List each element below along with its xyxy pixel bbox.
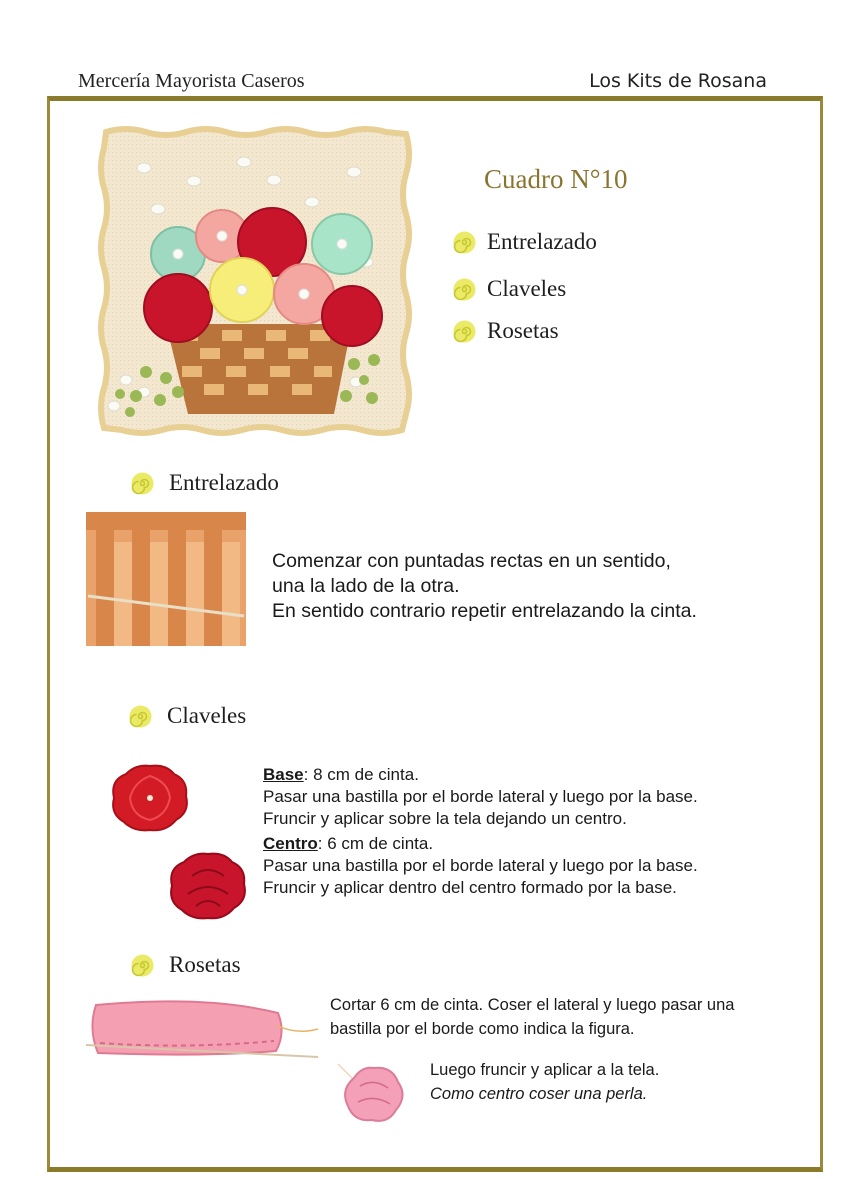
centro-label: Centro: [263, 834, 318, 853]
technique-label: Rosetas: [487, 318, 559, 343]
spiral-bullet-icon: [452, 230, 477, 255]
spiral-bullet-icon: [130, 953, 155, 978]
spiral-bullet-icon: [128, 704, 153, 729]
text-line: Pasar una bastilla por el borde lateral y luego por la base.: [263, 856, 698, 875]
text-line: En sentido contrario repetir entrelazando la cinta.: [272, 600, 697, 622]
section-heading-label: Entrelazado: [169, 470, 279, 495]
text-line: [263, 833, 698, 855]
text-line: Fruncir y aplicar sobre la tela dejando un centro.: [263, 809, 627, 828]
section-heading-rosetas: [130, 952, 241, 978]
base-amount: : 8 cm de cinta.: [303, 765, 419, 784]
section-heading-label: Rosetas: [169, 952, 241, 977]
page-title: Cuadro N°10: [484, 164, 628, 194]
section-heading-entrelazado: [130, 470, 279, 496]
roseta-photo: [336, 1056, 412, 1132]
spiral-bullet-icon: [452, 319, 477, 344]
spiral-bullet-icon: [452, 277, 477, 302]
section-heading-label: Claveles: [167, 703, 247, 728]
spiral-bullet-icon: [130, 471, 155, 496]
rosetas-instructions: [330, 993, 734, 1041]
embroidery-picture: [96, 124, 414, 436]
technique-item: [452, 229, 597, 255]
centro-amount: : 6 cm de cinta.: [317, 834, 434, 853]
header-right: Los Kits de Rosana: [589, 70, 767, 92]
text-line: Cortar 6 cm de cinta. Coser el lateral y luego pasar una: [330, 996, 735, 1014]
header-left: Mercería Mayorista Caseros: [78, 70, 305, 92]
text-line: Fruncir y aplicar dentro del centro formado por la base.: [263, 878, 677, 897]
weave-photo: [86, 512, 246, 646]
technique-item: [452, 318, 559, 344]
technique-item: [452, 276, 566, 302]
text-line: bastilla por el borde como indica la figura.: [330, 1020, 635, 1038]
entrelazado-instructions: [272, 549, 697, 624]
claveles-instructions: [263, 764, 698, 899]
clavel-centro-photo: [168, 850, 248, 922]
base-label: Base: [263, 765, 304, 784]
technique-label: Claveles: [487, 276, 567, 301]
section-heading-claveles: [128, 703, 246, 729]
text-line: Luego fruncir y aplicar a la tela.: [430, 1061, 660, 1079]
text-line: Como centro coser una perla.: [430, 1085, 648, 1103]
text-line: Comenzar con puntadas rectas en un sentido,: [272, 550, 671, 572]
ribbon-stitch-photo: [86, 995, 322, 1067]
clavel-base-photo: [108, 762, 192, 834]
rosetas-finish: [430, 1058, 659, 1106]
text-line: una la lado de la otra.: [272, 575, 460, 597]
text-line: [263, 764, 698, 786]
technique-label: Entrelazado: [487, 229, 597, 254]
text-line: Pasar una bastilla por el borde lateral y luego por la base.: [263, 787, 698, 806]
